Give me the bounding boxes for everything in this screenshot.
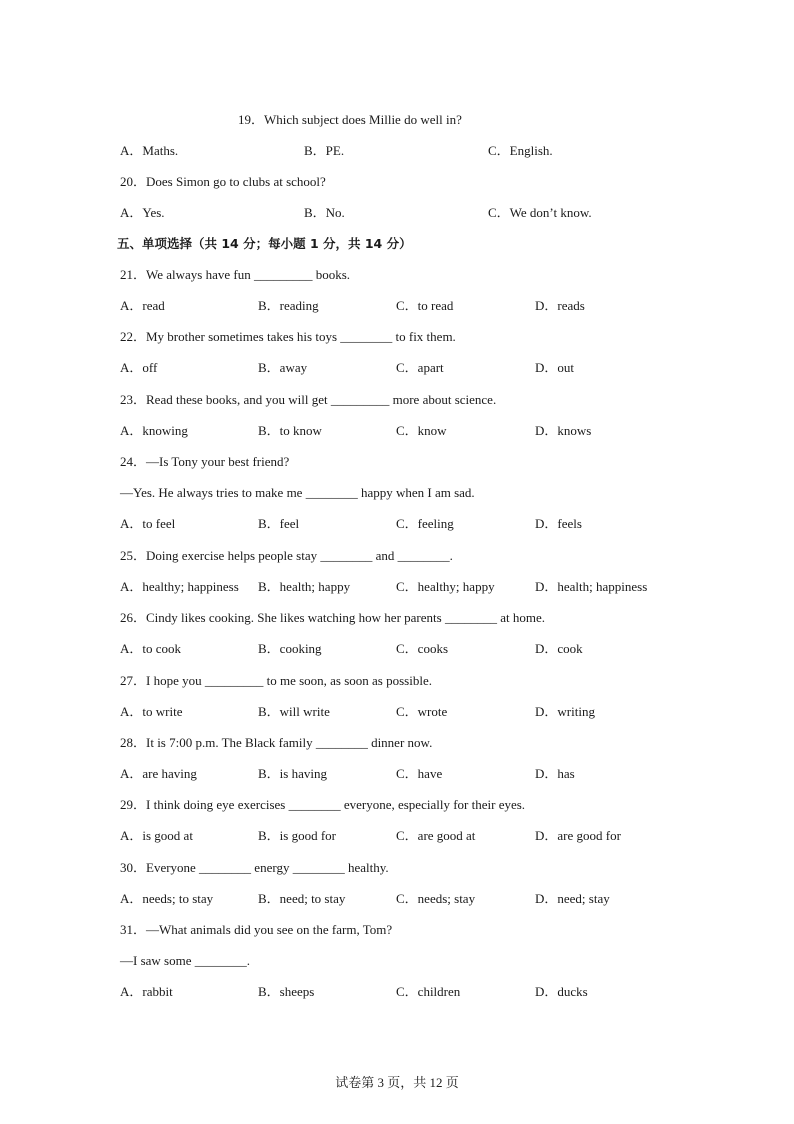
q24-option-c: C．feeling <box>396 516 454 531</box>
q20-stem: 20．Does Simon go to clubs at school? <box>120 174 326 189</box>
q25-option-b: B．health; happy <box>258 579 351 594</box>
q31-option-c: C．children <box>396 984 461 999</box>
q29-option-c: C．are good at <box>396 828 476 843</box>
q28-option-c: C．have <box>396 766 443 781</box>
q19-stem: 19．Which subject does Millie do well in? <box>238 112 462 127</box>
q25-option-c: C．healthy; happy <box>396 579 495 594</box>
q30-option-d: D．need; stay <box>535 891 610 906</box>
q30-option-c: C．needs; stay <box>396 891 476 906</box>
q29-option-d: D．are good for <box>535 828 621 843</box>
q25-option-d: D．health; happiness <box>535 579 648 594</box>
q29-option-a: A．is good at <box>120 828 193 843</box>
q26-stem: 26．Cindy likes cooking. She likes watching how her parents ________ at home. <box>120 610 545 625</box>
q29-stem: 29．I think doing eye exercises ________ everyone, especially for their eyes. <box>120 797 526 812</box>
q28-stem: 28．It is 7:00 p.m. The Black family ________ dinner now. <box>120 735 433 750</box>
q31-option-b: B．sheeps <box>258 984 315 999</box>
q30-option-b: B．need; to stay <box>258 891 346 906</box>
q27-option-c: C．wrote <box>396 704 448 719</box>
q19-option-b: B．PE. <box>304 143 345 158</box>
q26-option-c: C．cooks <box>396 641 449 656</box>
q22-option-c: C．apart <box>396 360 444 375</box>
q27-option-d: D．writing <box>535 704 595 719</box>
q24-stem-reply: —Yes. He always tries to make me ________ happy when I am sad. <box>120 485 475 500</box>
page-footer: 试卷第 3 页，共 12 页 <box>335 1075 459 1090</box>
q31-stem-reply: —I saw some ________. <box>120 953 250 968</box>
q23-option-a: A．knowing <box>120 423 188 438</box>
q31-stem: 31．—What animals did you see on the farm, Tom? <box>120 922 393 937</box>
q28-option-d: D．has <box>535 766 575 781</box>
q22-option-d: D．out <box>535 360 575 375</box>
q28-option-a: A．are having <box>120 766 197 781</box>
q24-option-d: D．feels <box>535 516 582 531</box>
q27-option-b: B．will write <box>258 704 330 719</box>
q26-option-b: B．cooking <box>258 641 322 656</box>
q21-option-a: A．read <box>120 298 165 313</box>
q22-option-b: B．away <box>258 360 308 375</box>
q22-stem: 22．My brother sometimes takes his toys ________ to fix them. <box>120 329 456 344</box>
q24-option-a: A．to feel <box>120 516 176 531</box>
q22-option-a: A．off <box>120 360 158 375</box>
q21-option-d: D．reads <box>535 298 585 313</box>
q20-option-b: B．No. <box>304 205 345 220</box>
q26-option-a: A．to cook <box>120 641 182 656</box>
q30-stem: 30．Everyone ________ energy ________ healthy. <box>120 860 389 875</box>
section-title: 五、单项选择（共 14 分；每小题 1 分，共 14 分） <box>117 236 412 251</box>
q19-option-c: C．English. <box>488 143 553 158</box>
q30-option-a: A．needs; to stay <box>120 891 214 906</box>
q23-stem: 23．Read these books, and you will get _________ more about science. <box>120 392 497 407</box>
q27-stem: 27．I hope you _________ to me soon, as soon as possible. <box>120 673 432 688</box>
q21-stem: 21．We always have fun _________ books. <box>120 267 351 282</box>
q24-stem: 24．—Is Tony your best friend? <box>120 454 290 469</box>
q25-stem: 25．Doing exercise helps people stay ________ and ________. <box>120 548 453 563</box>
q24-option-b: B．feel <box>258 516 300 531</box>
q28-option-b: B．is having <box>258 766 327 781</box>
q21-option-b: B．reading <box>258 298 319 313</box>
q20-option-c: C．We don’t know. <box>488 205 592 220</box>
q25-option-a: A．healthy; happiness <box>120 579 239 594</box>
q23-option-b: B．to know <box>258 423 322 438</box>
q19-option-a: A．Maths. <box>120 143 179 158</box>
q23-option-d: D．knows <box>535 423 592 438</box>
q27-option-a: A．to write <box>120 704 183 719</box>
q23-option-c: C．know <box>396 423 447 438</box>
q29-option-b: B．is good for <box>258 828 337 843</box>
q31-option-d: D．ducks <box>535 984 588 999</box>
q20-option-a: A．Yes. <box>120 205 165 220</box>
q21-option-c: C．to read <box>396 298 454 313</box>
q31-option-a: A．rabbit <box>120 984 173 999</box>
q26-option-d: D．cook <box>535 641 583 656</box>
